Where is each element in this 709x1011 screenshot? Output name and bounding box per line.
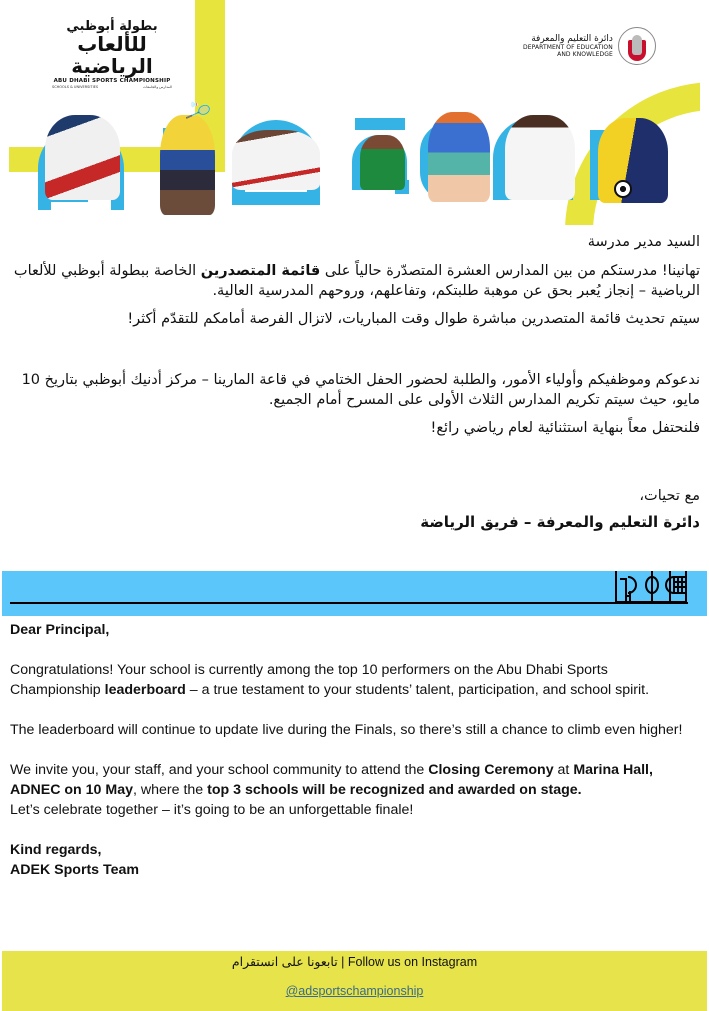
greeting-text: Dear Principal, xyxy=(10,622,110,638)
adek-arabic-name: دائرة التعليم والمعرفة xyxy=(531,33,613,44)
english-greeting xyxy=(10,620,700,640)
football-icon xyxy=(614,180,632,198)
adek-english-line2: AND KNOWLEDGE xyxy=(557,51,613,58)
judo-girls-photo xyxy=(505,115,575,200)
badminton-player-photo xyxy=(160,115,215,215)
p3-text-c: at xyxy=(553,762,574,778)
arabic-greeting: السيد مدير مدرسة xyxy=(587,234,700,250)
arabic-signature: دائرة التعليم والمعرفة – فريق الرياضة xyxy=(420,513,700,531)
judo-athletes-photo xyxy=(232,130,320,190)
header-banner xyxy=(0,0,709,225)
english-paragraph-3 xyxy=(10,760,700,820)
arabic-letter xyxy=(10,232,700,532)
english-paragraph-2: The leaderboard will continue to update live during the Finals, so there’s still a chance to climb even higher! xyxy=(10,722,683,738)
arabic-paragraph-3: ندعوكم وموظفيكم وأولياء الأمور، والطلبة لحضور الحفل الختامي في قاعة المارينا – مركز أدنيك أبوظبي بتاريخ 10 مايو، حيث سيتم تكريم المدارس الثلاث الأولى على المسرح أمام الجميع. xyxy=(21,372,700,408)
leaderboard-bold: leaderboard xyxy=(104,682,186,698)
basketball-players-photo xyxy=(428,112,490,202)
p3-text-a: We invite you, your staff, and your school community to attend the xyxy=(10,762,429,778)
logo-sub-en: SCHOOLS & UNIVERSITIES xyxy=(52,85,99,89)
p3-text-e: , where the xyxy=(132,782,208,798)
instagram-handle-link[interactable]: @adsportschampionship xyxy=(285,984,424,998)
sports-pictogram-icon xyxy=(610,571,690,607)
blue-letterform-bar xyxy=(355,118,405,130)
arabic-p1-text: تهانينا! مدرستكم من بين المدارس العشرة المتصدّرة حالياً على xyxy=(320,263,700,279)
regards-text: Kind regards, xyxy=(10,842,102,858)
arabic-leaderboard-bold: قائمة المتصدرين xyxy=(200,263,321,279)
arabic-p1-text-end: الخاصة ببطولة أبوظبي للألعاب الرياضية – إنجاز يُعبر بحق عن موهبة طلبتكم، وتفاعلهم، وروحهم المدرسية العالية. xyxy=(13,263,700,299)
taekwondo-athletes-photo xyxy=(45,115,120,200)
english-letter xyxy=(10,620,700,900)
logo-arabic-top: بطولة أبوظبي xyxy=(66,19,158,34)
football-players-photo xyxy=(598,118,668,203)
abu-dhabi-sports-championship-logo xyxy=(52,20,172,90)
abu-dhabi-emblem-icon xyxy=(618,27,656,65)
divider-line xyxy=(10,602,688,604)
p1-text: Congratulations! Your school is currently among the top 10 performers on the Abu Dhabi Sports Championship xyxy=(10,662,608,698)
adek-english-line1: DEPARTMENT OF EDUCATION xyxy=(523,43,613,51)
table-tennis-player-photo xyxy=(360,135,405,190)
p1-text-end: – a true testament to your students’ talent, participation, and school spirit. xyxy=(185,682,650,698)
shuttlecock-icon: 🏸 xyxy=(184,99,213,128)
closing-ceremony-bold: Closing Ceremony xyxy=(428,762,554,778)
arabic-regards: مع تحيات، xyxy=(639,488,700,504)
logo-arabic-main: للألعاب الرياضية xyxy=(71,32,153,78)
footer-band xyxy=(2,951,707,1011)
logo-english: ABU DHABI SPORTS CHAMPIONSHIP xyxy=(53,78,171,84)
logo-subtitle xyxy=(52,85,172,90)
arabic-paragraph-1 xyxy=(10,261,700,301)
top-3-bold: top 3 schools will be recognized and awarded on stage. xyxy=(207,782,582,798)
english-paragraph-1 xyxy=(10,660,700,700)
logo-sub-ar: المدارس والجامعات xyxy=(143,85,172,89)
venue-date-bold: Marina Hall, ADNEC on 10 May xyxy=(10,762,653,798)
team-text: ADEK Sports Team xyxy=(10,862,140,878)
arabic-paragraph-4: فلنحتفل معاً بنهاية استثنائية لعام رياضي رائع! xyxy=(430,420,700,436)
adek-logo xyxy=(523,27,656,65)
blue-divider-band xyxy=(2,571,707,616)
p3-text-g: Let’s celebrate together – it’s going to be an unforgettable finale! xyxy=(10,802,414,818)
arabic-paragraph-2: سيتم تحديث قائمة المتصدرين مباشرة طوال وقت المباريات، لاتزال الفرصة أمامكم للتقدّم أكثر! xyxy=(127,311,700,327)
english-signature xyxy=(10,840,700,880)
follow-us-text: تابعونا على انستقرام | Follow us on Instagram xyxy=(231,955,478,969)
